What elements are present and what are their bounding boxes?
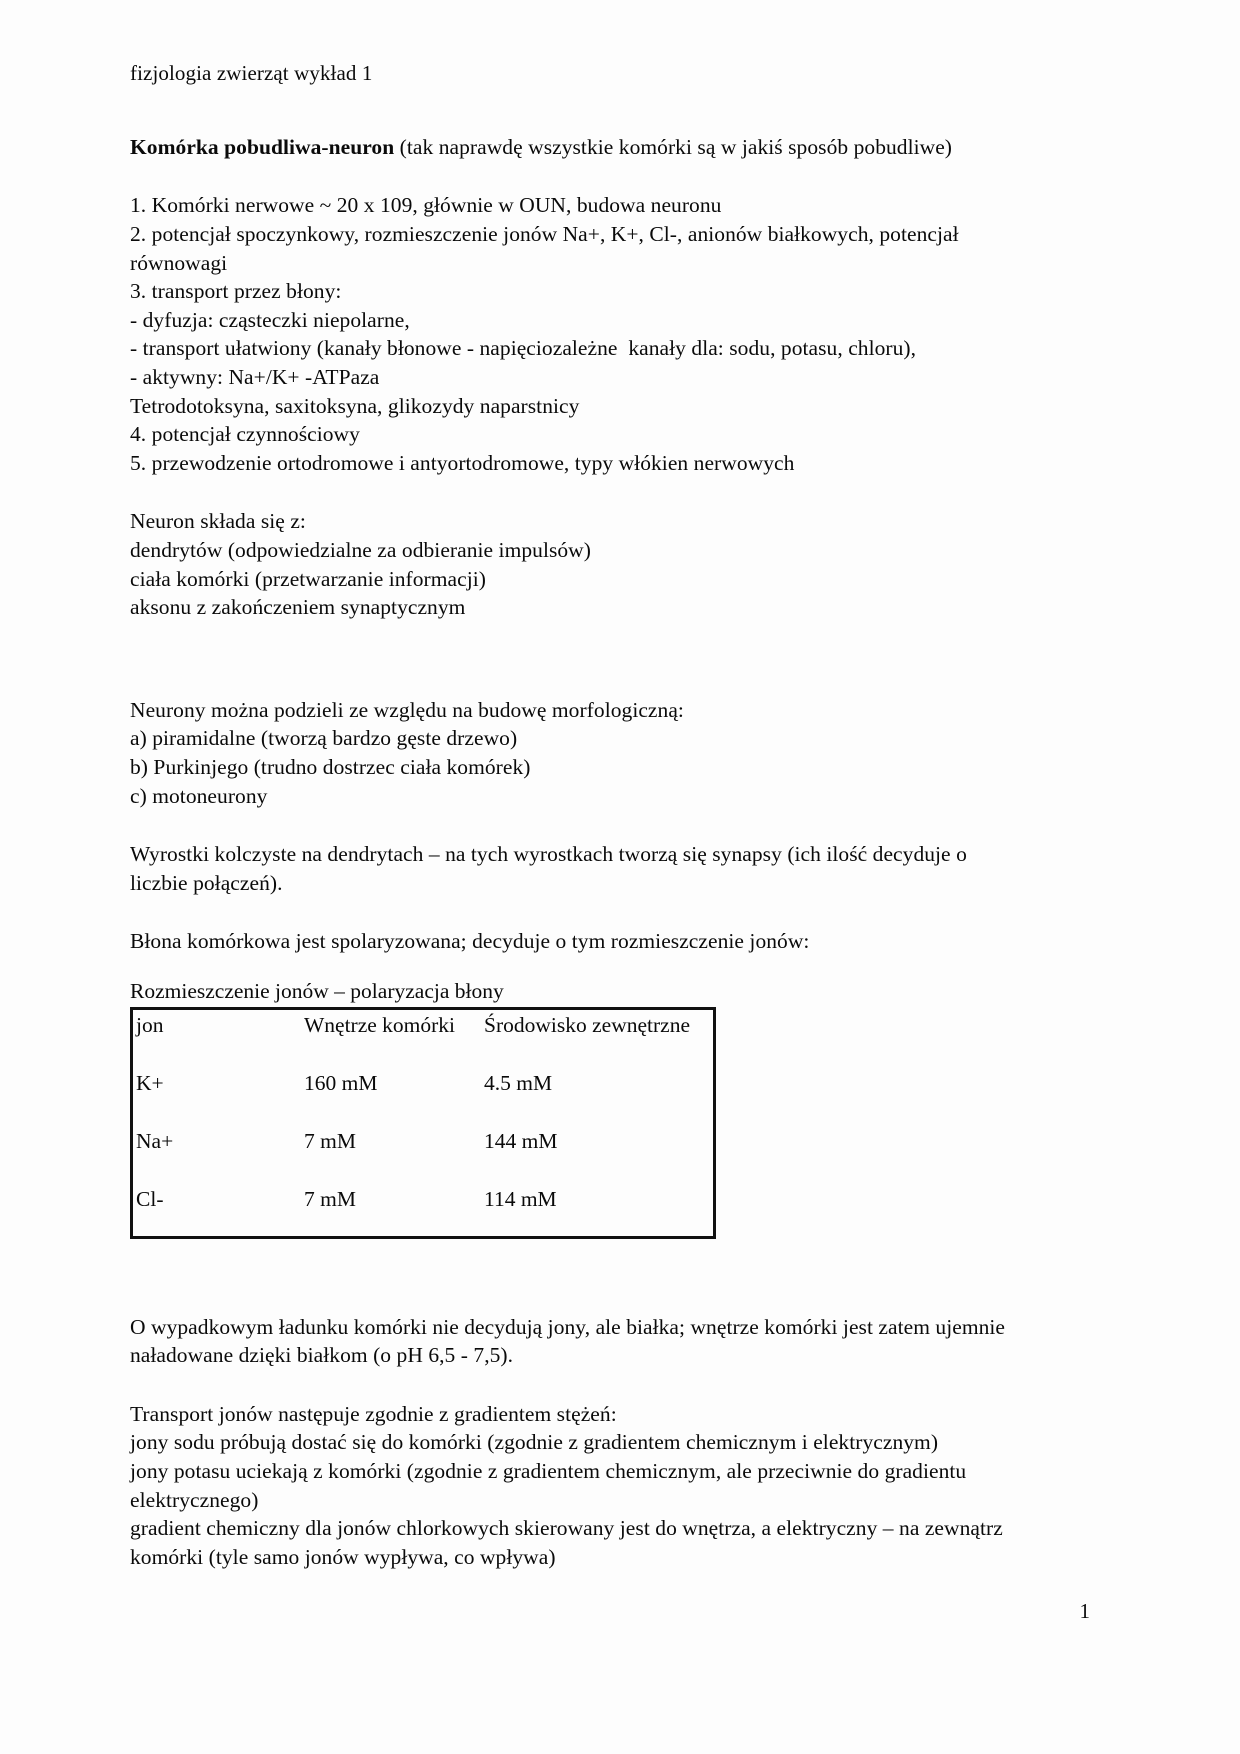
neuron-parts-section [130, 507, 1010, 621]
outline-item: - transport ułatwiony (kanały błonowe - napięciozależne kanały dla: sodu, potasu, chloru), [130, 336, 917, 361]
morphology-section [130, 696, 1010, 810]
morphology-heading: Neurony można podzieli ze względu na budowę morfologiczną: [130, 697, 684, 722]
neuron-parts-item: ciała komórki (przetwarzanie informacji) [130, 566, 486, 591]
outline-item: 2. potencjał spoczynkowy, rozmieszczenie jonów Na+, K+, Cl-, anionów białkowych, potencjał równowagi [130, 222, 965, 275]
spacer [130, 622, 1010, 674]
outline-item: Tetrodotoksyna, saxitoksyna, glikozydy naparstnicy [130, 393, 580, 418]
neuron-parts-item: aksonu z zakończeniem synaptycznym [130, 595, 466, 620]
gradient-heading: Transport jonów następuje zgodnie z gradientem stężeń: [130, 1401, 617, 1426]
outline-item: - dyfuzja: cząsteczki niepolarne, [130, 307, 410, 332]
column-header-outside: Środowisko zewnętrzne [484, 1012, 690, 1037]
page-number: 1 [1079, 1599, 1090, 1623]
table-row [132, 1070, 715, 1128]
morphology-item: b) Purkinjego (trudno dostrzec ciała komórek) [130, 754, 531, 779]
column-header-inside: Wnętrze komórki [304, 1012, 456, 1037]
cell-ion: Cl- [136, 1186, 164, 1211]
table-row [132, 1128, 715, 1186]
intro-paragraph [130, 133, 1010, 162]
gradient-line: jony potasu uciekają z komórki (zgodnie z gradientem chemicznym, ale przeciwnie do gradientu elektrycznego) [130, 1459, 972, 1512]
spacer [130, 810, 1010, 840]
spacer [130, 1291, 1010, 1313]
gradient-line: gradient chemiczny dla jonów chlorkowych skierowany jest do wnętrza, a elektryczny – na zewnątrz komórki (tyle samo jonów wypływa, co wpływa) [130, 1516, 1009, 1569]
ion-table-caption: Rozmieszczenie jonów – polaryzacja błony [130, 978, 504, 1003]
outline-item: 5. przewodzenie ortodromowe i antyortodromowe, typy włókien nerwowych [130, 450, 795, 475]
document-header: fizjologia zwierząt wykład 1 [130, 61, 373, 85]
spacer [130, 1239, 1010, 1291]
neuron-parts-heading: Neuron składa się z: [130, 509, 306, 534]
outline-item: 1. Komórki nerwowe ~ 20 x 109, głównie w OUN, budowa neuronu [130, 193, 722, 218]
charge-paragraph: O wypadkowym ładunku komórki nie decydują jony, ale białka; wnętrze komórki jest zatem ujemnie naładowane dzięki białkom (o pH 6,5 - 7,5). [130, 1314, 1006, 1368]
morphology-item: a) piramidalne (tworzą bardzo gęste drzewo) [130, 726, 518, 751]
gradient-line: jony sodu próbują dostać się do komórki (zgodnie z gradientem chemicznym i elektrycznym) [130, 1430, 939, 1455]
document-content [130, 60, 1010, 1571]
spines-paragraph: Wyrostki kolczyste na dendrytach – na tych wyrostkach tworzą się synapsy (ich ilość decyduje o liczbie połączeń). [130, 842, 967, 895]
outline-item: 4. potencjał czynnościowy [130, 422, 360, 447]
intro-bold-lead: Komórka pobudliwa-neuron [130, 134, 395, 159]
ion-distribution-table [130, 1007, 716, 1239]
column-header-ion: jon [136, 1012, 164, 1037]
cell-outside: 4.5 mM [484, 1070, 553, 1095]
cell-inside: 7 mM [304, 1186, 356, 1211]
cell-ion: Na+ [136, 1128, 174, 1153]
spacer [130, 956, 1010, 978]
spacer [130, 477, 1010, 507]
cell-outside: 114 mM [484, 1186, 557, 1211]
gradient-section [130, 1400, 1010, 1572]
spacer [130, 674, 1010, 696]
polarization-paragraph: Błona komórkowa jest spolaryzowana; decyduje o tym rozmieszczenie jonów: [130, 929, 810, 954]
spacer [130, 1370, 1010, 1400]
cell-inside: 160 mM [304, 1070, 378, 1095]
morphology-item: c) motoneurony [130, 783, 268, 808]
outline-item: - aktywny: Na+/K+ -ATPaza [130, 365, 380, 390]
cell-inside: 7 mM [304, 1128, 356, 1153]
spacer [130, 161, 1010, 191]
cell-outside: 144 mM [484, 1128, 558, 1153]
outline-list [130, 191, 1010, 477]
cell-ion: K+ [136, 1070, 164, 1095]
intro-rest: (tak naprawdę wszystkie komórki są w jakiś sposób pobudliwe) [394, 134, 953, 159]
table-header-row [132, 1008, 715, 1069]
spacer [130, 897, 1010, 927]
outline-item: 3. transport przez błony: [130, 279, 342, 304]
table-row [132, 1186, 715, 1237]
neuron-parts-item: dendrytów (odpowiedzialne za odbieranie impulsów) [130, 538, 591, 562]
